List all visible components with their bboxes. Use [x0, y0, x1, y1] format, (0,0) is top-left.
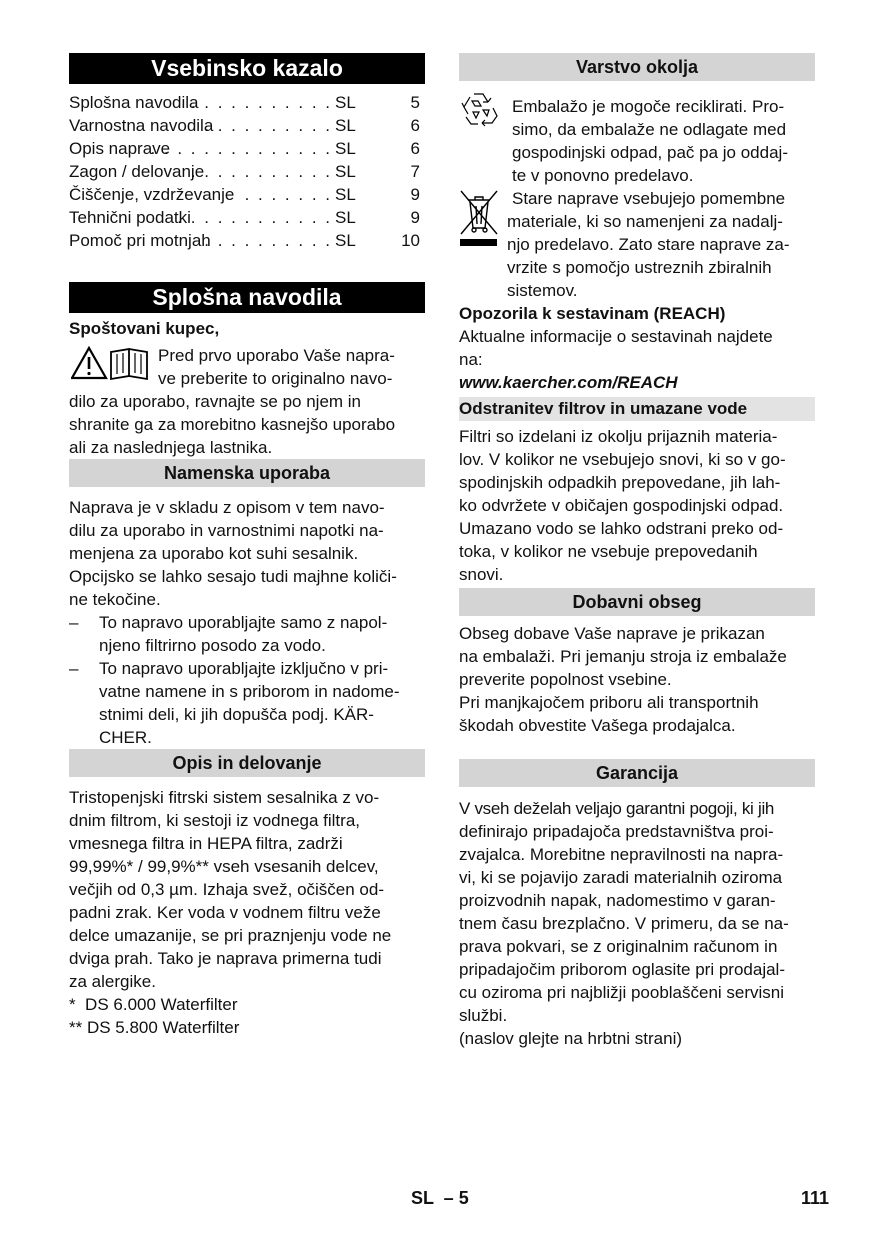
environment-old-device-line: sistemov. [507, 281, 578, 300]
toc-row-title: Varnostna navodila [69, 116, 214, 135]
toc-row-page: 9 [410, 185, 420, 204]
warranty-line: zvajalca. Morebitne nepravilnosti na napra- [459, 845, 784, 864]
intended-use-heading: Namenska uporaba [69, 459, 425, 487]
warning-manual-icon [71, 345, 151, 381]
general-heading: Splošna navodila [69, 282, 425, 313]
toc-row[interactable] [69, 229, 420, 252]
toc-row-leader: . . . . . . . . . . [204, 116, 332, 135]
reach-line: Aktualne informacije o sestavinah najdete [459, 327, 773, 346]
reach-line: na: [459, 350, 483, 369]
environment-packaging-line: Embalažo je mogoče reciklirati. Pro- [512, 97, 785, 116]
environment-old-device-line: vrzite s pomočjo ustreznih zbiralnih [507, 258, 772, 277]
scope-line: preverite popolnost vsebine. [459, 670, 672, 689]
toc-row-lang: SL [335, 162, 356, 181]
intended-use-line: Naprava je v skladu z opisom v tem navo- [69, 498, 385, 517]
scope-heading: Dobavni obseg [459, 588, 815, 616]
reach-heading: Opozorila k sestavinam (REACH) [459, 304, 726, 323]
intended-use-line: Opcijsko se lahko sesajo tudi majhne količi- [69, 567, 397, 586]
toc-row-title: Tehnični podatki [69, 208, 191, 227]
warranty-line: tnem času brezplačno. V primeru, da se na- [459, 914, 789, 933]
toc-row-lang: SL [335, 139, 356, 158]
function-line: 99,99%* / 99,9%** vseh vsesanih delcev, [69, 857, 379, 876]
function-line: dnim filtrom, ki sestoji iz vodnega filtra, [69, 811, 360, 830]
general-line: Pred prvo uporabo Vaše napra- [158, 346, 395, 365]
warranty-line: službi. [459, 1006, 508, 1025]
toc-row-lang: SL [335, 185, 356, 204]
toc-row-leader: . . . . . . . . . . . [190, 162, 332, 181]
bullet-dash: – [69, 613, 79, 632]
filters-line: lov. V kolikor ne vsebujejo snovi, ki so v go- [459, 450, 786, 469]
environment-old-device-line: materiale, ki so namenjeni za nadalj- [507, 212, 783, 231]
environment-packaging-line: simo, da embalaže ne odlagate med [512, 120, 787, 139]
warranty-line: (naslov glejte na hrbtni strani) [459, 1029, 683, 1048]
function-heading: Opis in delovanje [69, 749, 425, 777]
intended-use-line: ne tekočine. [69, 590, 161, 609]
footer-section-code: SL – 5 [411, 1188, 469, 1208]
bullet-line: To napravo uporabljajte samo z napol- [99, 613, 388, 632]
general-line: ve preberite to originalno navo- [158, 369, 393, 388]
warranty-line: cu oziroma pri najbližji pooblaščeni servisni [459, 983, 785, 1002]
footnote: * DS 6.000 Waterfilter [69, 995, 238, 1014]
toc-row[interactable] [69, 114, 420, 137]
toc-row-leader: . . . . . . . . . . [204, 231, 332, 250]
filters-heading: Odstranitev filtrov in umazane vode [459, 397, 815, 421]
bullet-dash: – [69, 659, 79, 678]
bullet-line: njeno filtrirno posodo za vodo. [99, 636, 326, 655]
scope-line: Obseg dobave Vaše naprave je prikazan [459, 624, 765, 643]
toc-row-page: 9 [410, 208, 420, 227]
general-line: ali za naslednjega lastnika. [69, 438, 273, 457]
toc-row-title: Opis naprave [69, 139, 171, 158]
environment-heading: Varstvo okolja [459, 53, 815, 81]
environment-packaging-line: gospodinjski odpad, pač pa jo oddaj- [512, 143, 788, 162]
environment-old-device-line: Stare naprave vsebujejo pomembne [512, 189, 786, 208]
footer-page-number: 111 [801, 1188, 830, 1208]
function-line: Tristopenjski fitrski sistem sesalnika z vo- [69, 788, 380, 807]
crossed-bin-icon [459, 188, 499, 250]
bullet-line: stnimi deli, ki jih dopušča podj. KÄR- [99, 705, 374, 724]
toc-row-title: Splošna navodila [69, 93, 199, 112]
toc-row-title: Pomoč pri motnjah [69, 231, 211, 250]
intended-use-line: dilu za uporabo in varnostnimi napotki na- [69, 521, 384, 540]
toc-row-page: 6 [410, 139, 420, 158]
toc-row-title: Čiščenje, vzdrževanje [69, 185, 235, 204]
intended-use-line: menjena za uporabo kot suhi sesalnik. [69, 544, 359, 563]
function-line: za alergike. [69, 972, 156, 991]
toc-row-leader: . . . . . . . . . . . . . . [150, 139, 332, 158]
toc-row-page: 6 [410, 116, 420, 135]
toc-row-lang: SL [335, 231, 356, 250]
scope-line: Pri manjkajočem priboru ali transportnih [459, 693, 759, 712]
toc-row-leader: . . . . . . . [244, 185, 332, 204]
reach-link[interactable]: www.kaercher.com/REACH [459, 373, 678, 392]
bullet-line: vatne namene in s priborom in nadome- [99, 682, 400, 701]
toc-row[interactable] [69, 160, 420, 183]
general-line: shranite ga za morebitno kasnejšo uporabo [69, 415, 396, 434]
toc-row-lang: SL [335, 208, 356, 227]
toc-heading: Vsebinsko kazalo [69, 53, 425, 84]
warranty-line: definirajo pripadajoča predstavništva proi- [459, 822, 774, 841]
function-line: delce umazanije, se pri praznjenju vode ne [69, 926, 392, 945]
warranty-heading: Garancija [459, 759, 815, 787]
footnote: ** DS 5.800 Waterfilter [69, 1018, 240, 1037]
greeting: Spoštovani kupec, [69, 319, 220, 338]
function-line: vmesnega filtra in HEPA filtra, zadrži [69, 834, 343, 853]
toc-row[interactable] [69, 183, 420, 206]
toc-row-page: 10 [401, 231, 420, 250]
warranty-line: prava pokvari, se z originalnim računom in [459, 937, 778, 956]
environment-old-device-line: njo predelavo. Zato stare naprave za- [507, 235, 790, 254]
toc-row[interactable] [69, 91, 420, 114]
toc-row-lang: SL [335, 93, 356, 112]
bullet-line: CHER. [99, 728, 152, 747]
toc-row-leader: . . . . . . . . . . . . [177, 208, 332, 227]
environment-packaging-line: te v ponovno predelavo. [512, 166, 694, 185]
toc-row[interactable] [69, 206, 420, 229]
toc-row-title: Zagon / delovanje [69, 162, 205, 181]
filters-line: Umazano vodo se lahko odstrani preko od- [459, 519, 784, 538]
toc-row-page: 5 [410, 93, 420, 112]
function-line: večjih od 0,3 µm. Izhaja svež, očiščen od- [69, 880, 384, 899]
filters-line: snovi. [459, 565, 504, 584]
filters-line: spodinjskih odpadkih prepovedane, jih lah- [459, 473, 781, 492]
bullet-line: To napravo uporabljajte izključno v pri- [99, 659, 389, 678]
warranty-line: vi, ki se pojavijo zaradi materialnih oziroma [459, 868, 783, 887]
filters-line: toka, v kolikor ne vsebuje prepovedanih [459, 542, 758, 561]
function-line: padni zrak. Ker voda v vodnem filtru veže [69, 903, 381, 922]
toc-row-lang: SL [335, 116, 356, 135]
warranty-line: proizvodnih napak, nadomestimo v garan- [459, 891, 776, 910]
toc-row[interactable] [69, 137, 420, 160]
filters-line: ko odvržete v običajen gospodinjski odpad. [459, 496, 784, 515]
scope-line: na embalaži. Pri jemanju stroja iz embalaže [459, 647, 787, 666]
toc-row-leader: . . . . . . . . . . . [190, 93, 332, 112]
toc-row-page: 7 [410, 162, 420, 181]
recycling-icon [459, 90, 499, 128]
general-line: dilo za uporabo, ravnajte se po njem in [69, 392, 362, 411]
filters-line: Filtri so izdelani iz okolju prijaznih materia- [459, 427, 778, 446]
warranty-line: V vseh deželah veljajo garantni pogoji, ki jih [459, 799, 775, 818]
function-line: dviga prah. Tako je naprava primerna tudi [69, 949, 382, 968]
warranty-line: pripadajočim priborom oglasite pri prodajal- [459, 960, 785, 979]
scope-line: škodah obvestite Vašega prodajalca. [459, 716, 736, 735]
